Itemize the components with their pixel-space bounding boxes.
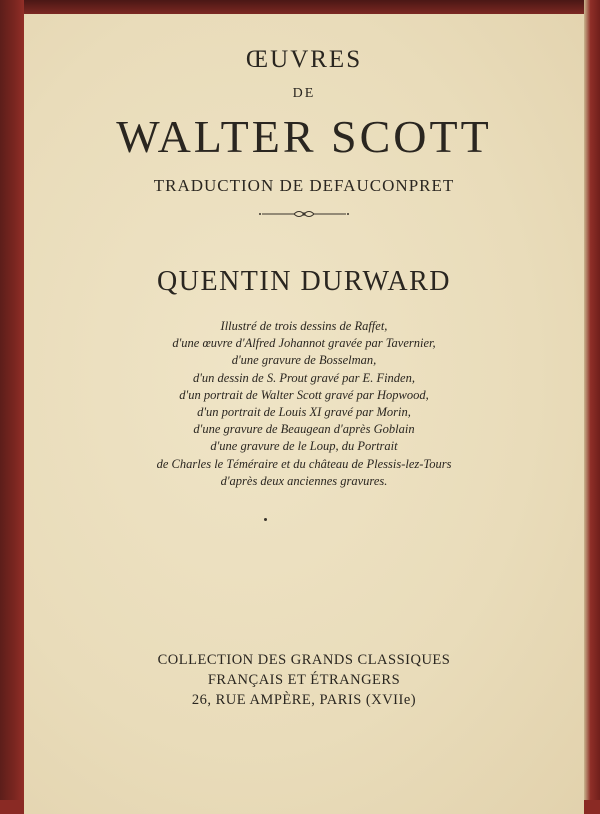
publisher-address: 26, RUE AMPÈRE, PARIS (XVIIe) xyxy=(191,692,417,708)
works-label: ŒUVRES xyxy=(245,46,363,73)
publisher-block xyxy=(24,650,584,710)
paper-speck xyxy=(264,518,267,521)
illustration-line: de Charles le Téméraire et du château de Plessis-lez-Tours xyxy=(156,456,452,471)
book-title: QUENTIN DURWARD xyxy=(157,266,451,297)
illustration-line: d'un dessin de S. Prout gravé par E. Finden, xyxy=(193,370,415,385)
illustration-line: Illustré de trois dessins de Raffet, xyxy=(220,319,388,333)
illustration-line: d'une gravure de Beaugean d'après Goblain xyxy=(193,422,415,437)
illustration-line: d'une gravure de le Loup, du Portrait xyxy=(210,439,398,454)
ornament-icon xyxy=(254,206,354,222)
publisher-subtitle: FRANÇAIS ET ÉTRANGERS xyxy=(207,672,401,688)
illustrations-list xyxy=(24,318,584,490)
translation-credit: TRADUCTION DE DEFAUCONPRET xyxy=(153,176,455,195)
ornament-divider xyxy=(24,206,584,222)
right-binding-edge xyxy=(584,0,600,800)
publisher-collection: COLLECTION DES GRANDS CLASSIQUES xyxy=(157,652,451,668)
illustration-line: d'une œuvre d'Alfred Johannot gravée par Tavernier, xyxy=(172,336,436,351)
illustration-line: d'un portrait de Walter Scott gravé par Hopwood, xyxy=(179,387,429,402)
illustration-line: d'après deux anciennes gravures. xyxy=(220,473,388,488)
top-binding-edge xyxy=(0,0,600,14)
book-spine-edge xyxy=(0,0,24,800)
illustration-line: d'une gravure de Bosselman, xyxy=(231,353,377,368)
author-name: WALTER SCOTT xyxy=(116,111,492,162)
illustration-line: d'un portrait de Louis XI gravé par Morin, xyxy=(197,405,411,420)
de-label: DE xyxy=(292,86,316,101)
